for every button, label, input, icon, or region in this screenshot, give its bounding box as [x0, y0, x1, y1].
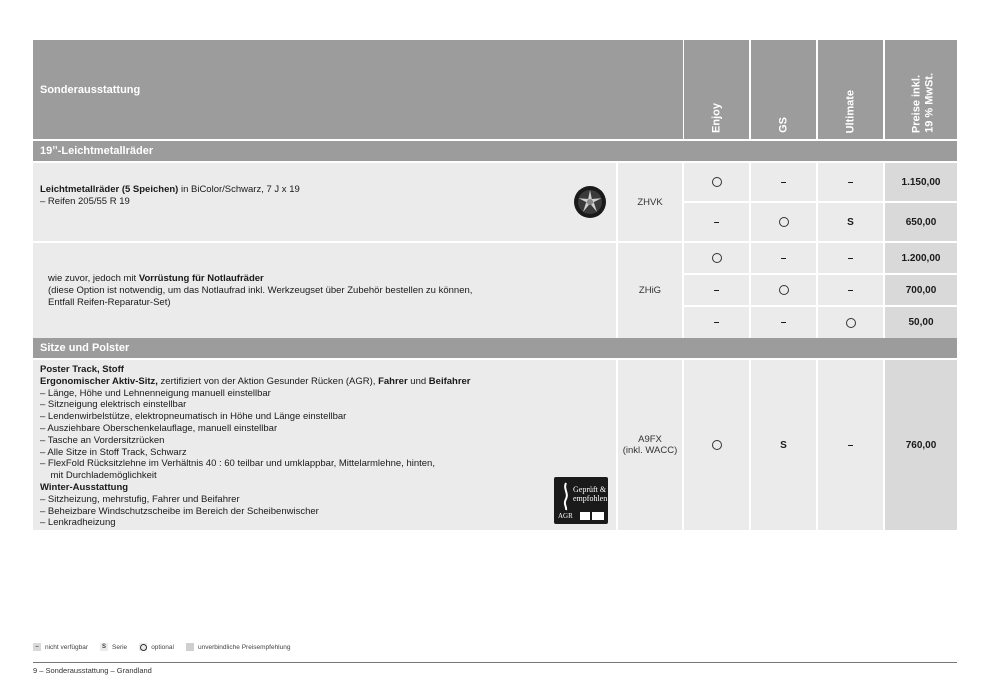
row-spare-price-3: 50,00 [885, 307, 957, 338]
list-item: – Sitzheizung, mehrstufig, Fahrer und Beifahrer [40, 493, 240, 505]
row-seat-subtitle-bold: Ergonomischer Aktiv-Sitz, [40, 375, 158, 387]
row-seat-enjoy [684, 360, 749, 530]
row-spare-ultimate-1: – [818, 243, 883, 273]
row-spare-enjoy-1 [684, 243, 749, 273]
optional-circle-icon [779, 285, 789, 295]
row-seat-and: und [407, 375, 429, 387]
list-item: – Lenkradheizung [40, 517, 116, 529]
list-item: – Sitzneigung elektrisch einstellbar [40, 399, 187, 411]
row-wheels-gs-1: – [751, 163, 816, 201]
legend-dash-box: – [33, 643, 41, 651]
price-header-line1: Preise inkl. [910, 74, 923, 133]
optional-circle-icon [846, 318, 856, 328]
legend-circle-label: optional [151, 643, 174, 651]
row-spare-ultimate-2: – [818, 275, 883, 305]
legend-dash-label: nicht verfügbar [45, 643, 88, 651]
row-spare-pre: wie zuvor, jedoch mit [48, 273, 139, 284]
row-seat-ultimate: – [818, 360, 883, 530]
row-spare-description [33, 243, 616, 338]
list-item: – Lendenwirbelstütze, elektropneumatisch in Höhe und Länge einstellbar [40, 411, 347, 423]
row-seat-gs: S [751, 360, 816, 530]
footer-divider [33, 662, 957, 663]
optional-circle-icon [712, 177, 722, 187]
spine-icon [559, 481, 573, 511]
legend-s-label: Serie [112, 643, 128, 651]
badge-text [573, 485, 607, 503]
legend [33, 643, 290, 651]
row-seat-driver: Fahrer [378, 375, 408, 387]
row-spare-code: ZHiG [618, 243, 682, 338]
wheel-rim-icon [573, 185, 607, 219]
optional-circle-icon [779, 217, 789, 227]
row-spare-text [48, 273, 472, 308]
row-seat-winter-title: Winter-Ausstattung [40, 481, 129, 493]
page-footer: 9 – Sonderausstattung – Grandland [33, 666, 152, 675]
row-spare-enjoy-3: – [684, 307, 749, 338]
row-wheels-ultimate-2: S [818, 203, 883, 241]
row-spare-line3: Entfall Reifen-Reparatur-Set) [48, 296, 171, 308]
row-seat-passenger: Beifahrer [428, 375, 471, 387]
row-wheels-price-2: 650,00 [885, 203, 957, 241]
row-wheels-enjoy-1 [684, 163, 749, 201]
agr-certification-badge [554, 477, 608, 524]
row-seat-subtitle-rest: zertifiziert von der Aktion Gesunder Rücken (AGR), [157, 375, 379, 387]
row-wheels-description [33, 163, 616, 241]
row-wheels-ultimate-1: – [818, 163, 883, 201]
badge-logo-block [580, 512, 590, 520]
row-spare-price-2: 700,00 [885, 275, 957, 305]
row-seat-code [618, 360, 682, 530]
badge-logo-block [592, 512, 604, 520]
optional-circle-icon [712, 253, 722, 263]
legend-s-box: S [101, 644, 106, 650]
legend-grey-box [186, 643, 194, 651]
row-seat-title: Poster Track, Stoff [40, 364, 124, 375]
row-spare-gs-2 [751, 275, 816, 305]
legend-circle-box [139, 643, 147, 651]
row-wheels-text [40, 184, 300, 208]
row-wheels-title: Leichtmetallräder (5 Speichen) [40, 184, 179, 195]
column-label-enjoy: Enjoy [709, 103, 722, 133]
row-seat-text [40, 364, 471, 529]
row-wheels-price-1: 1.150,00 [885, 163, 957, 201]
list-item: mit Durchlademöglichkeit [40, 470, 157, 482]
badge-agr: AGR [558, 512, 573, 520]
legend-grey-label: unverbindliche Preisempfehlung [197, 643, 291, 651]
list-item: – Ausziehbare Oberschenkelauflage, manuell einstellbar [40, 422, 278, 434]
badge-line2: empfohlen [573, 494, 608, 503]
section-header-seats: Sitze und Polster [33, 338, 957, 358]
row-wheels-gs-2 [751, 203, 816, 241]
column-label-ultimate: Ultimate [843, 89, 856, 133]
row-spare-ultimate-3 [818, 307, 883, 338]
row-spare-gs-3: – [751, 307, 816, 338]
row-seat-price: 760,00 [885, 360, 957, 530]
row-wheels-code: ZHVK [618, 163, 682, 241]
column-header-price [885, 40, 957, 139]
list-item: – Beheizbare Windschutzscheibe im Bereich der Scheibenwischer [40, 505, 319, 517]
row-wheels-enjoy-2: – [684, 203, 749, 241]
row-wheels-tyres: – Reifen 205/55 R 19 [40, 195, 130, 207]
row-seat-description [33, 360, 616, 530]
column-header-ultimate [818, 40, 883, 139]
optional-circle-icon [140, 644, 147, 651]
badge-line1: Geprüft & [573, 485, 607, 494]
list-item: – Länge, Höhe und Lehnenneigung manuell einstellbar [40, 387, 271, 399]
row-spare-bold: Vorrüstung für Notlaufräder [138, 273, 264, 284]
row-wheels-title-rest: in BiColor/Schwarz, 7 J x 19 [178, 184, 300, 195]
table-header-title: Sonderausstattung [33, 40, 683, 139]
row-spare-gs-1: – [751, 243, 816, 273]
row-spare-line2: (diese Option ist notwendig, um das Notlaufrad inkl. Werkzeugset über Zubehör bestellen zu können, [48, 284, 473, 296]
column-label-gs: GS [776, 117, 789, 133]
row-seat-code-1: A9FX [638, 434, 662, 445]
list-item: – Tasche an Vordersitzrücken [40, 434, 165, 446]
column-header-gs [751, 40, 816, 139]
price-header-line2: 19 % MwSt. [923, 73, 936, 133]
row-spare-price-1: 1.200,00 [885, 243, 957, 273]
row-spare-enjoy-2: – [684, 275, 749, 305]
row-seat-code-2: (inkl. WACC) [622, 445, 678, 456]
section-header-wheels: 19ˮ-Leichtmetallräder [33, 141, 957, 161]
list-item: – FlexFold Rücksitzlehne im Verhältnis 40 : 60 teilbar und umklappbar, Mittelarmlehne, hinten, [40, 458, 435, 470]
optional-circle-icon [712, 440, 722, 450]
list-item: – Alle Sitze in Stoff Track, Schwarz [40, 446, 187, 458]
column-header-enjoy [684, 40, 749, 139]
